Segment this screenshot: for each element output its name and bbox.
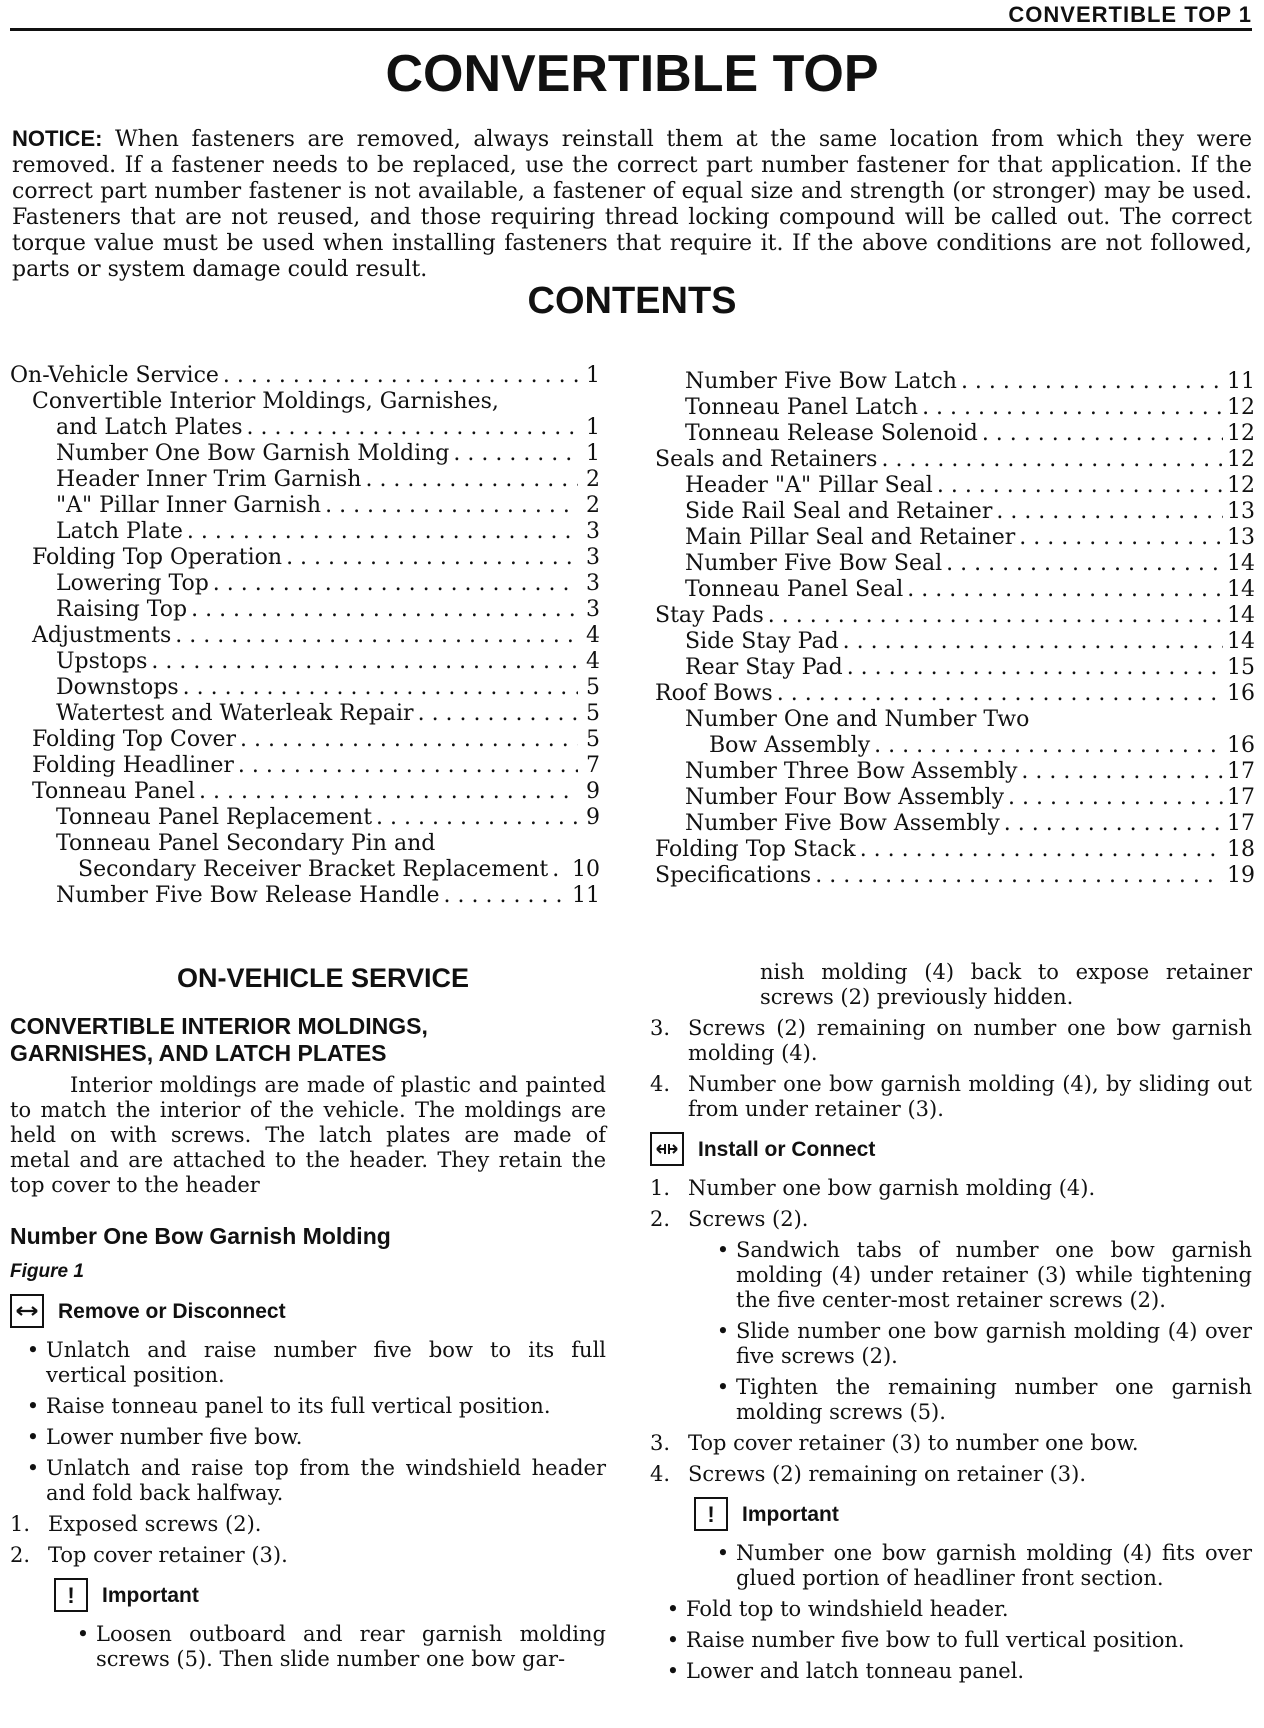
toc-entry-title: Tonneau Panel	[32, 779, 196, 804]
toc-leader-dots	[907, 577, 1223, 603]
toc-entry-title: Tonneau Panel Secondary Pin and	[56, 831, 436, 856]
remove-steps	[10, 1512, 606, 1568]
bullet-mark: •	[716, 1238, 730, 1262]
toc-entry[interactable]	[655, 421, 1255, 447]
bullet-item	[710, 1238, 1252, 1313]
toc-entry-title: Number Five Bow Release Handle	[56, 883, 440, 908]
section-heading: ON-VEHICLE SERVICE	[176, 963, 470, 993]
step-text: Number one bow garnish molding (4).	[688, 1176, 1096, 1200]
toc-entry[interactable]	[10, 467, 600, 493]
toc-leader-dots	[996, 499, 1223, 525]
toc-entry-page: 17	[1227, 785, 1255, 810]
toc-entry-page: 12	[1227, 421, 1255, 446]
toc-entry-title: Number Five Bow Assembly	[685, 811, 1000, 836]
toc-entry[interactable]	[655, 681, 1255, 707]
toc-entry[interactable]	[10, 701, 600, 727]
important-heading-right	[694, 1497, 1252, 1531]
toc-entry-page: 14	[1227, 603, 1255, 628]
bullet-mark: •	[666, 1659, 680, 1683]
toc-leader-dots	[937, 473, 1223, 499]
toc-entry-title: Number Three Bow Assembly	[685, 759, 1018, 784]
toc-leader-dots	[946, 551, 1223, 577]
toc-entry[interactable]	[10, 623, 600, 649]
toc-leader-dots	[240, 727, 578, 753]
toc-entry-page: 14	[1227, 551, 1255, 576]
toc-leader-dots	[843, 629, 1223, 655]
bullet-mark: •	[26, 1394, 40, 1418]
toc-entry[interactable]	[10, 571, 600, 597]
toc-entry[interactable]	[655, 369, 1255, 395]
step-item	[650, 1072, 1252, 1122]
toc-entry-page: 3	[586, 597, 600, 622]
toc-leader-dots	[223, 363, 578, 389]
toc-entry-page: 9	[586, 779, 600, 804]
toc-right-column	[655, 369, 1255, 889]
toc-entry-title: Rear Stay Pad	[685, 655, 843, 680]
step-item	[10, 1543, 606, 1568]
toc-leader-dots	[1004, 811, 1223, 837]
notice-paragraph	[12, 126, 1252, 283]
toc-leader-dots	[1008, 785, 1223, 811]
intro-paragraph: Interior moldings are made of plastic and painted to match the interior of the vehicle. The moldings are held on with screws. The latch plates are made of metal and are attached to the header. They retain the top cover to the header	[10, 1073, 606, 1197]
toc-entry[interactable]	[655, 395, 1255, 421]
toc-entry-title: Latch Plate	[56, 519, 183, 544]
install-sub-bullets	[710, 1238, 1252, 1425]
toc-entry[interactable]	[655, 759, 1255, 785]
toc-leader-dots	[175, 623, 578, 649]
toc-entry-title: Tonneau Panel Replacement	[56, 805, 373, 830]
toc-entry-title: Roof Bows	[655, 681, 773, 706]
toc-entry[interactable]	[10, 831, 600, 857]
toc-entry-page: 2	[586, 493, 600, 518]
toc-entry-page: 17	[1227, 759, 1255, 784]
toc-entry-page: 1	[586, 415, 600, 440]
contents-title: CONTENTS	[527, 280, 737, 322]
toc-entry[interactable]	[655, 811, 1255, 837]
important-bullet-right: • Number one bow garnish molding (4) fits over glued portion of headliner front section.	[716, 1541, 1252, 1590]
toc-leader-dots	[365, 467, 578, 493]
toc-entry[interactable]	[10, 727, 600, 753]
toc-entry-title: Tonneau Release Solenoid	[685, 421, 978, 446]
toc-entry[interactable]	[655, 447, 1255, 473]
remove-heading	[10, 1294, 606, 1328]
bullet-mark: •	[716, 1319, 730, 1343]
bullet-mark: •	[26, 1425, 40, 1449]
toc-leader-dots	[376, 805, 578, 831]
toc-entry[interactable]	[10, 753, 600, 779]
final-bullets	[650, 1597, 1252, 1684]
bullet-mark: •	[666, 1597, 680, 1621]
toc-entry-title: and Latch Plates	[56, 415, 243, 440]
toc-entry-title: Main Pillar Seal and Retainer	[685, 525, 1016, 550]
toc-entry-title: Folding Top Cover	[32, 727, 237, 752]
toc-entry-page: 3	[586, 571, 600, 596]
step-text: Top cover retainer (3).	[48, 1543, 288, 1567]
toc-leader-dots	[199, 779, 578, 805]
step-text: Screws (2).	[688, 1207, 809, 1231]
toc-entry[interactable]	[655, 837, 1255, 863]
toc-entry-title: Tonneau Panel Seal	[685, 577, 904, 602]
toc-entry-page: 2	[586, 467, 600, 492]
toc-leader-dots	[151, 649, 578, 675]
remove-arrows-icon	[10, 1294, 44, 1328]
bullet-mark: •	[716, 1375, 730, 1399]
toc-entry-title: Downstops	[56, 675, 179, 700]
toc-entry-page: 1	[586, 363, 600, 388]
toc-entry[interactable]	[10, 779, 600, 805]
toc-entry-page: 9	[586, 805, 600, 830]
toc-entry-page: 5	[586, 727, 600, 752]
toc-leader-dots	[187, 519, 578, 545]
page-header	[10, 0, 1252, 31]
notice-text: When fasteners are removed, always reinstall them at the same location from which they were removed. If a fastener needs to be replaced, use the correct part number fastener for that application. If the correct part number fastener is not available, a fastener of equal size and strength (or stronger) may be used. Fasteners that are not reused, and those requiring thread locking compound will be called out. The correct torque value must be used when installing fasteners that require it. If the above conditions are not followed, parts or system damage could result.	[12, 127, 1252, 282]
toc-entry-title: Folding Top Operation	[32, 545, 283, 570]
toc-leader-dots	[922, 395, 1223, 421]
toc-entry[interactable]	[655, 577, 1255, 603]
toc-entry[interactable]	[10, 883, 600, 909]
install-heading	[650, 1132, 1252, 1166]
toc-entry[interactable]	[655, 863, 1255, 889]
toc-entry-page: 1	[586, 441, 600, 466]
toc-entry[interactable]	[10, 415, 600, 441]
bullet-text: Unlatch and raise number five bow to its full vertical position.	[46, 1338, 606, 1387]
step-number: 2.	[10, 1543, 31, 1567]
toc-entry[interactable]	[655, 473, 1255, 499]
toc-leader-dots	[982, 421, 1223, 447]
install-steps	[650, 1176, 1252, 1232]
toc-entry[interactable]	[10, 545, 600, 571]
toc-entry[interactable]	[10, 493, 600, 519]
subsection-heading: CONVERTIBLE INTERIOR MOLDINGS, GARNISHES, AND LATCH PLATES	[10, 1013, 428, 1066]
step-text: Exposed screws (2).	[48, 1512, 262, 1536]
left-column	[10, 963, 606, 1678]
toc-entry-page: 18	[1227, 837, 1255, 862]
toc-entry-title: Header Inner Trim Garnish	[56, 467, 362, 492]
toc-leader-dots	[325, 493, 578, 519]
bullet-text: Lower and latch tonneau panel.	[686, 1659, 1025, 1683]
bullet-item	[20, 1394, 606, 1419]
notice-label: NOTICE:	[12, 126, 103, 151]
step-item	[650, 1016, 1252, 1066]
step-number: 4.	[650, 1462, 671, 1486]
toc-entry-title: Seals and Retainers	[655, 447, 878, 472]
toc-entry-page: 7	[586, 753, 600, 778]
install-arrows-icon	[650, 1132, 684, 1166]
continued-text: nish molding (4) back to expose retainer screws (2) previously hidden.	[760, 960, 1252, 1009]
important-label-right: Important	[742, 1502, 839, 1526]
step-text: Number one bow garnish molding (4), by sliding out from under retainer (3).	[688, 1072, 1252, 1121]
toc-entry[interactable]	[10, 389, 600, 415]
toc-leader-dots	[874, 733, 1223, 759]
install-label: Install or Connect	[698, 1137, 876, 1161]
remove-label: Remove or Disconnect	[58, 1299, 286, 1323]
bullet-text: Raise tonneau panel to its full vertical position.	[46, 1394, 551, 1418]
bullet-text: Fold top to windshield header.	[686, 1597, 1009, 1621]
bullet-text: Lower number five bow.	[46, 1425, 303, 1449]
bullet-text: Unlatch and raise top from the windshield header and fold back halfway.	[46, 1456, 606, 1505]
toc-entry[interactable]	[655, 785, 1255, 811]
bullet-item	[20, 1425, 606, 1450]
important-heading	[54, 1578, 606, 1612]
toc-entry[interactable]	[10, 675, 600, 701]
toc-entry-page: 13	[1227, 499, 1255, 524]
toc-entry[interactable]	[655, 707, 1255, 733]
bullet-item	[710, 1375, 1252, 1425]
bullet-text: Raise number five bow to full vertical position.	[686, 1628, 1185, 1652]
toc-entry[interactable]	[655, 499, 1255, 525]
toc-leader-dots	[247, 415, 578, 441]
toc-entry-page: 3	[586, 519, 600, 544]
toc-entry-page: 4	[586, 649, 600, 674]
important-icon: !	[694, 1497, 728, 1531]
toc-entry-title: Number One and Number Two	[685, 707, 1030, 732]
bullet-item	[660, 1628, 1252, 1653]
step-number: 3.	[650, 1431, 671, 1455]
toc-entry-title: Side Rail Seal and Retainer	[685, 499, 993, 524]
step-item	[650, 1462, 1252, 1487]
step-number: 1.	[10, 1512, 31, 1536]
important-icon: !	[54, 1578, 88, 1612]
toc-entry[interactable]	[10, 597, 600, 623]
step-number: 1.	[650, 1176, 671, 1200]
toc-leader-dots	[183, 675, 578, 701]
bullet-item	[20, 1456, 606, 1506]
toc-leader-dots	[777, 681, 1223, 707]
toc-entry-title: Folding Headliner	[32, 753, 234, 778]
toc-entry-title: Watertest and Waterleak Repair	[56, 701, 414, 726]
step-number: 2.	[650, 1207, 671, 1231]
toc-entry-page: 17	[1227, 811, 1255, 836]
toc-entry-title: Secondary Receiver Bracket Replacement	[78, 857, 549, 882]
bullet-mark: •	[666, 1628, 680, 1652]
important-bullet: • Loosen outboard and rear garnish molding screws (5). Then slide number one bow gar-	[76, 1622, 606, 1671]
running-head: CONVERTIBLE TOP 1	[1008, 2, 1252, 27]
toc-entry[interactable]	[655, 733, 1255, 759]
important-label: Important	[102, 1583, 199, 1607]
toc-entry-page: 10	[572, 857, 600, 882]
toc-entry-page: 16	[1227, 733, 1255, 758]
right-column	[650, 960, 1252, 1690]
step-text: Top cover retainer (3) to number one bow.	[688, 1431, 1139, 1455]
toc-leader-dots	[768, 603, 1223, 629]
toc-entry[interactable]	[655, 655, 1255, 681]
page-title: CONVERTIBLE TOP	[385, 45, 879, 103]
bullet-item	[20, 1338, 606, 1388]
toc-leader-dots	[191, 597, 578, 623]
toc-entry-title: Number One Bow Garnish Molding	[56, 441, 450, 466]
toc-leader-dots	[1021, 759, 1223, 785]
bullet-item	[660, 1597, 1252, 1622]
toc-entry[interactable]	[10, 441, 600, 467]
toc-leader-dots	[418, 701, 578, 727]
toc-left-column	[10, 363, 600, 909]
toc-entry-title: Raising Top	[56, 597, 188, 622]
toc-entry-page: 5	[586, 701, 600, 726]
toc-leader-dots	[552, 857, 568, 883]
toc-entry[interactable]	[655, 603, 1255, 629]
toc-entry-page: 4	[586, 623, 600, 648]
toc-entry-page: 3	[586, 545, 600, 570]
step-item	[10, 1512, 606, 1537]
toc-entry-title: Header "A" Pillar Seal	[685, 473, 933, 498]
toc-leader-dots	[1019, 525, 1223, 551]
bullet-mark: •	[26, 1456, 40, 1480]
bullet-item	[660, 1659, 1252, 1684]
toc-entry-title: On-Vehicle Service	[10, 363, 219, 388]
toc-entry-page: 11	[572, 883, 600, 908]
step-item	[650, 1431, 1252, 1456]
toc-entry-page: 12	[1227, 473, 1255, 498]
toc-leader-dots	[860, 837, 1223, 863]
toc-entry-title: Bow Assembly	[709, 733, 871, 758]
step-text: Screws (2) remaining on retainer (3).	[688, 1462, 1087, 1486]
toc-leader-dots	[286, 545, 578, 571]
toc-entry-page: 5	[586, 675, 600, 700]
toc-entry-title: Stay Pads	[655, 603, 764, 628]
toc-entry[interactable]	[10, 649, 600, 675]
remove-bullets	[10, 1338, 606, 1506]
remove-steps-continued	[650, 1016, 1252, 1122]
toc-entry-title: Number Five Bow Seal	[685, 551, 943, 576]
bullet-text: Slide number one bow garnish molding (4) over five screws (2).	[736, 1319, 1252, 1368]
figure-reference: Figure 1	[10, 1261, 84, 1282]
toc-entry-page: 16	[1227, 681, 1255, 706]
toc-entry[interactable]	[655, 551, 1255, 577]
toc-leader-dots	[881, 447, 1223, 473]
toc-entry-title: Convertible Interior Moldings, Garnishes,	[32, 389, 499, 414]
toc-entry-page: 14	[1227, 629, 1255, 654]
toc-leader-dots	[961, 369, 1223, 395]
toc-entry[interactable]	[10, 363, 600, 389]
toc-leader-dots	[213, 571, 578, 597]
bullet-mark: •	[26, 1338, 40, 1362]
toc-leader-dots	[815, 863, 1223, 889]
toc-entry-page: 19	[1227, 863, 1255, 888]
toc-entry-page: 13	[1227, 525, 1255, 550]
toc-entry-page: 12	[1227, 395, 1255, 420]
toc-entry[interactable]	[10, 805, 600, 831]
toc-entry-page: 14	[1227, 577, 1255, 602]
step-item	[650, 1207, 1252, 1232]
toc-leader-dots	[847, 655, 1223, 681]
toc-leader-dots	[444, 883, 568, 909]
toc-entry-page: 15	[1227, 655, 1255, 680]
toc-entry-title: Upstops	[56, 649, 148, 674]
bullet-item	[710, 1319, 1252, 1369]
toc-entry[interactable]	[655, 629, 1255, 655]
step-text: Screws (2) remaining on number one bow garnish molding (4).	[688, 1016, 1252, 1065]
toc-leader-dots	[453, 441, 578, 467]
install-steps-continued	[650, 1431, 1252, 1487]
step-item	[650, 1176, 1252, 1201]
toc-entry[interactable]	[655, 525, 1255, 551]
step-number: 4.	[650, 1072, 671, 1096]
toc-entry-title: Side Stay Pad	[685, 629, 839, 654]
toc-entry-title: Lowering Top	[56, 571, 209, 596]
toc-entry-title: Tonneau Panel Latch	[685, 395, 919, 420]
bullet-text: Tighten the remaining number one garnish molding screws (5).	[736, 1375, 1252, 1424]
toc-entry-title: Number Five Bow Latch	[685, 369, 957, 394]
toc-entry-page: 12	[1227, 447, 1255, 472]
toc-entry-page: 11	[1227, 369, 1255, 394]
toc-entry-title: Folding Top Stack	[655, 837, 856, 862]
bullet-text: Sandwich tabs of number one bow garnish molding (4) under retainer (3) while tightening the five center-most retainer screws (2).	[736, 1238, 1252, 1312]
step-number: 3.	[650, 1016, 671, 1040]
toc-entry-title: Adjustments	[32, 623, 172, 648]
toc-entry-title: "A" Pillar Inner Garnish	[56, 493, 322, 518]
toc-leader-dots	[238, 753, 578, 779]
toc-entry-title: Number Four Bow Assembly	[685, 785, 1005, 810]
toc-entry-title: Specifications	[655, 863, 812, 888]
toc-entry[interactable]	[10, 857, 600, 883]
procedure-heading: Number One Bow Garnish Molding	[10, 1223, 391, 1249]
toc-entry[interactable]	[10, 519, 600, 545]
